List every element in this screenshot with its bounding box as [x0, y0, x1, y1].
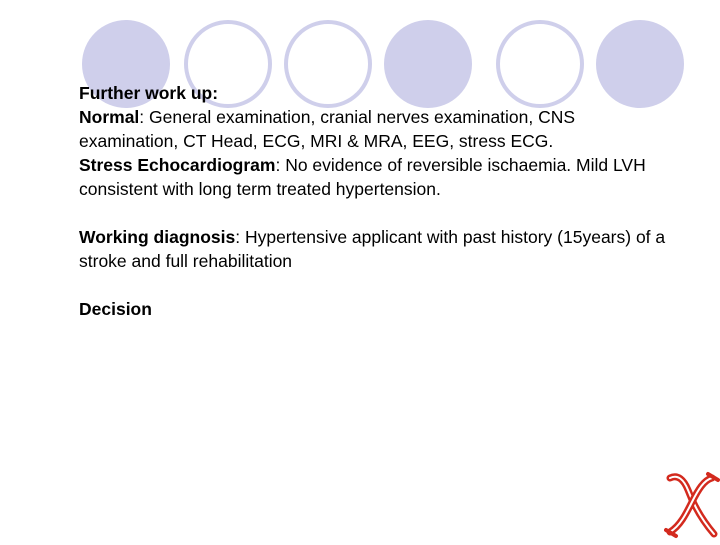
paragraph-spacer: [79, 273, 679, 297]
stress-echo-text: : No evidence of reversible ischaemia. Mild LVH consistent with long term treated hypertension.: [79, 155, 646, 199]
further-work-up-heading: Further work up:: [79, 83, 219, 103]
decision-label: Decision: [79, 299, 152, 319]
decision-paragraph: [79, 297, 679, 321]
working-diagnosis-paragraph: [79, 225, 679, 273]
further-work-up-paragraph: [79, 81, 679, 201]
normal-text: : General examination, cranial nerves examination, CNS examination, CT Head, ECG, MRI & MRA, EEG, stress ECG.: [79, 107, 576, 151]
slide-body: [79, 81, 679, 321]
red-x-icon: [664, 468, 720, 540]
normal-label: Normal: [79, 107, 140, 127]
stress-echo-label: Stress Echocardiogram: [79, 155, 276, 175]
working-diagnosis-label: Working diagnosis: [79, 227, 236, 247]
paragraph-spacer: [79, 201, 679, 225]
working-diagnosis-text: : Hypertensive applicant with past history (15years) of a stroke and full rehabilitation: [79, 227, 666, 271]
